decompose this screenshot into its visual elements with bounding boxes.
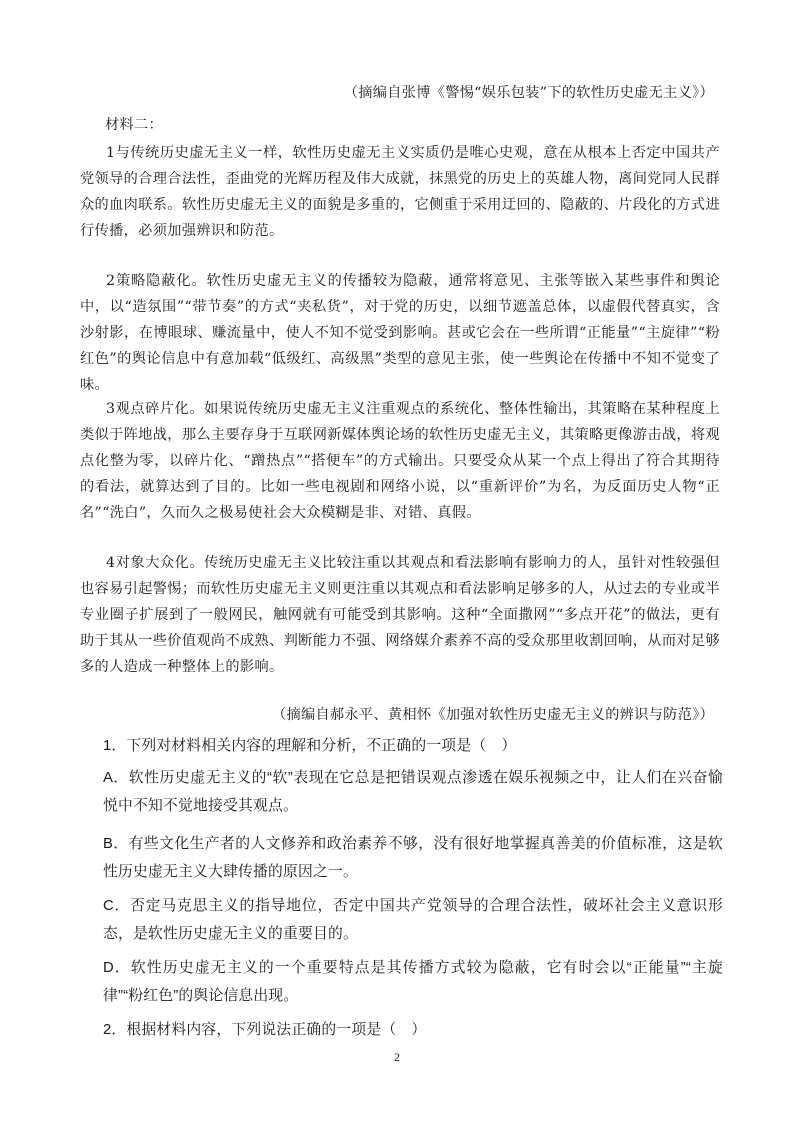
question-1-stem: 1．下列对材料相关内容的理解和分析，不正确的一项是（ ） [103,738,517,754]
material2-source-citation: （摘编自郝永平、黄相怀《加强对软性历史虚无主义的辨识与防范》） [271,707,714,723]
question-1-option-d: D．软性历史虚无主义的一个重要特点是其传播方式较为隐蔽，它有时会以“正能量”“主旋律”“粉红色”的舆论信息出现。 [103,960,723,1004]
material2-paragraph-2: 2策略隐蔽化。软性历史虚无主义的传播较为隐蔽，通常将意见、主张等嵌入某些事件和舆论中，以“造氛围”“带节奏”的方式“夹私货”，对于党的历史，以细节遮盖总体，以虚假代替真实，含沙射影，在博眼球、赚流量中，使人不知不觉受到影响。甚或它会在一些所谓“正能量”“主旋律”“粉红色”的舆论信息中有意加载“低级红、高级黑”类型的意见主张，使一些舆论在传播中不知不觉变了味。 [80,273,720,393]
question-1-option-b: B．有些文化生产者的人文修养和政治素养不够，没有很好地掌握真善美的价值标准，这是软性历史虚无主义大肆传播的原因之一。 [103,836,723,880]
question-1-option-c: C．否定马克思主义的指导地位，否定中国共产党领导的合理合法性，破坏社会主义意识形态，是软性历史虚无主义的重要目的。 [103,898,723,942]
material2-paragraph-1: 1与传统历史虚无主义一样，软性历史虚无主义实质仍是唯心史观，意在从根本上否定中国共产党领导的合理合法性，歪曲党的光辉历程及伟大成就，抹黑党的历史上的英雄人物，离间党同人民群众的血肉联系。软性历史虚无主义的面貌是多重的，它侧重于采用迂回的、隐蔽的、片段化的方式进行传播，必须加强辨识和防范。 [80,145,720,239]
page-number: 2 [394,1050,400,1064]
material2-paragraph-3: 3观点碎片化。如果说传统历史虚无主义注重观点的系统化、整体性输出，其策略在某种程度上类似于阵地战，那么主要存身于互联网新媒体舆论场的软性历史虚无主义，其策略更像游击战，将观点化整为零，以碎片化、“蹭热点”“搭便车”的方式输出。只要受众从某一个点上得出了符合其期待的看法，就算达到了目的。比如一些电视剧和网络小说，以“重新评价”为名，为反面历史人物“正名”“洗白”，久而久之极易使社会大众模糊是非、对错、真假。 [80,401,720,521]
material2-heading: 材料二： [105,117,163,133]
question-2-stem: 2．根据材料内容，下列说法正确的一项是（ ） [103,1022,427,1038]
material2-paragraph-4: 4对象大众化。传统历史虚无主义比较注重以其观点和看法影响有影响力的人，虽针对性较强但也容易引起警惕；而软性历史虚无主义则更注重以其观点和看法影响足够多的人，从过去的专业或半专业圈子扩展到了一般网民，触网就有可能受到其影响。这种“全面撒网”“多点开花”的做法，更有助于其从一些价值观尚不成熟、判断能力不强、网络媒介素养不高的受众那里收割回响，从而对足够多的人造成一种整体上的影响。 [80,555,720,675]
material1-source-citation: （摘编自张博《警惕“娱乐包装”下的软性历史虚无主义》） [343,85,714,101]
question-1-option-a: A．软性历史虚无主义的“软”表现在它总是把错误观点渗透在娱乐视频之中，让人们在兴奋愉悦中不知不觉地接受其观点。 [103,770,723,814]
